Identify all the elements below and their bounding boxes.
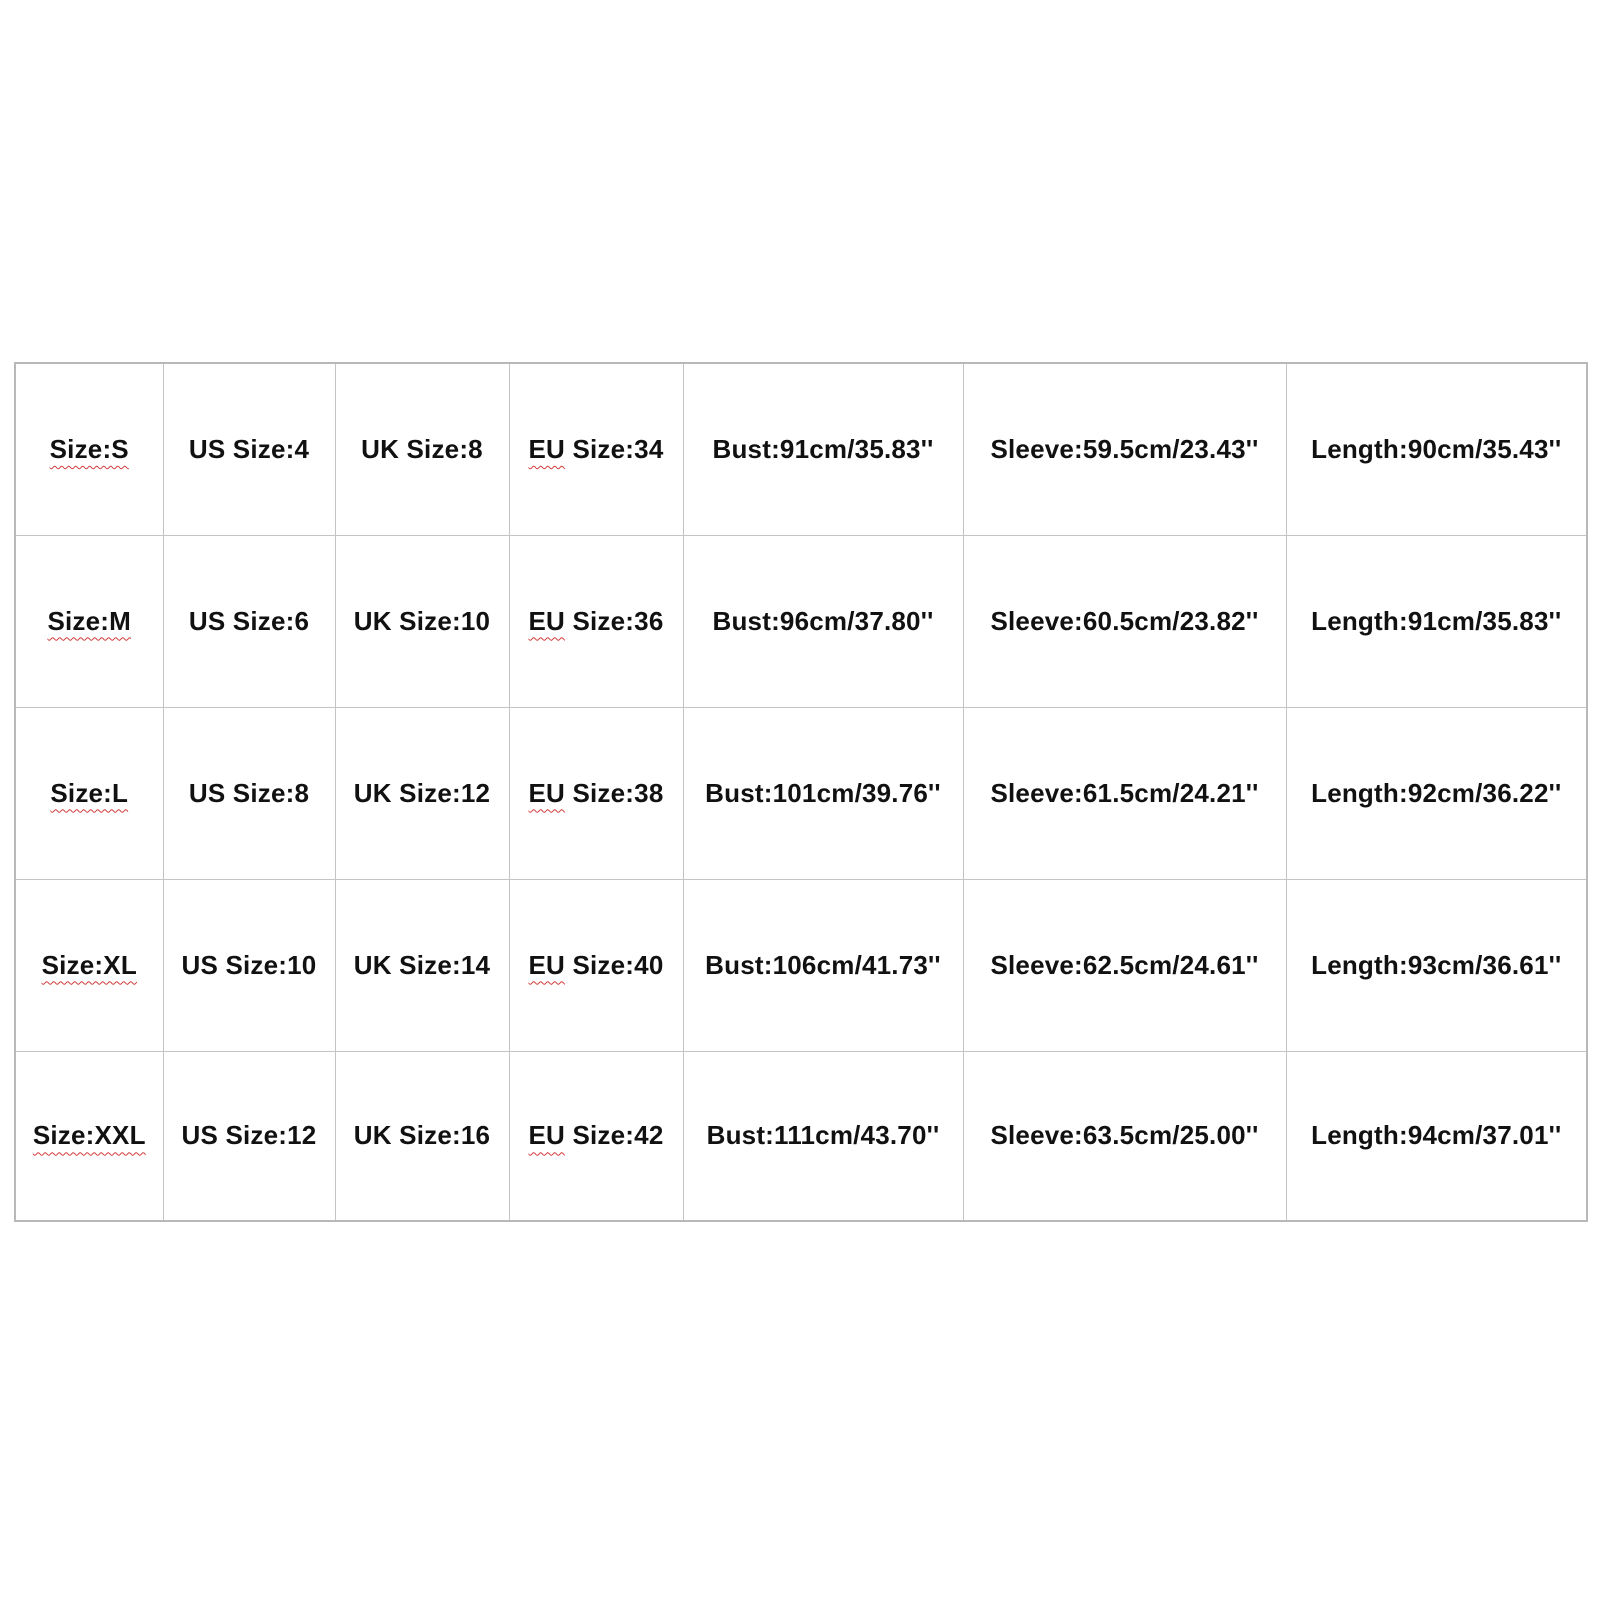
length-cell: [1286, 535, 1587, 707]
bust-cell: [683, 535, 963, 707]
bust-cell: [683, 1051, 963, 1221]
sleeve-text: Sleeve:63.5cm/25.00'': [990, 1120, 1259, 1151]
eu-size-text: EU Size:34: [528, 433, 664, 464]
sleeve-text: Sleeve:62.5cm/24.61'': [990, 949, 1259, 980]
bust-cell: [683, 707, 963, 879]
size-label-cell: [15, 707, 163, 879]
bust-text: Bust:106cm/41.73'': [705, 949, 941, 980]
us-size-text: US Size:6: [188, 605, 310, 636]
uk-size-cell: [335, 363, 509, 535]
us-size-cell: [163, 535, 335, 707]
uk-size-cell: [335, 535, 509, 707]
size-row: [15, 707, 1587, 879]
eu-prefix-text: EU: [528, 605, 566, 636]
uk-size-cell: [335, 1051, 509, 1221]
bust-text: Bust:101cm/39.76'': [705, 777, 941, 808]
sleeve-text: Sleeve:61.5cm/24.21'': [990, 777, 1259, 808]
bust-text: Bust:111cm/43.70'': [706, 1120, 940, 1151]
sleeve-cell: [963, 363, 1286, 535]
size-label-text: Size:L: [50, 777, 129, 808]
size-chart-table: [14, 362, 1588, 1222]
us-size-cell: [163, 363, 335, 535]
bust-text: Bust:96cm/37.80'': [712, 605, 934, 636]
sleeve-text: Sleeve:60.5cm/23.82'': [990, 605, 1259, 636]
length-text: Length:94cm/37.01'': [1311, 1120, 1562, 1151]
uk-size-text: UK Size:12: [353, 777, 491, 808]
length-cell: [1286, 363, 1587, 535]
uk-size-cell: [335, 707, 509, 879]
size-label-text: Size:XXL: [32, 1120, 146, 1151]
size-row: [15, 879, 1587, 1051]
us-size-text: US Size:8: [188, 777, 310, 808]
size-label-cell: [15, 879, 163, 1051]
uk-size-text: UK Size:16: [353, 1120, 491, 1151]
uk-size-text: UK Size:8: [361, 433, 483, 464]
eu-size-cell: [509, 363, 683, 535]
us-size-cell: [163, 879, 335, 1051]
eu-size-text: EU Size:36: [528, 605, 664, 636]
sleeve-cell: [963, 535, 1286, 707]
us-size-text: US Size:4: [188, 433, 310, 464]
sleeve-cell: [963, 879, 1286, 1051]
uk-size-text: UK Size:10: [353, 605, 491, 636]
length-cell: [1286, 1051, 1587, 1221]
size-row: [15, 363, 1587, 535]
bust-text: Bust:91cm/35.83'': [712, 433, 934, 464]
size-label-cell: [15, 363, 163, 535]
eu-size-text: EU Size:38: [528, 777, 664, 808]
eu-size-cell: [509, 1051, 683, 1221]
eu-size-text: EU Size:40: [528, 949, 664, 980]
eu-size-cell: [509, 707, 683, 879]
eu-size-cell: [509, 535, 683, 707]
eu-prefix-text: EU: [528, 433, 566, 464]
uk-size-cell: [335, 879, 509, 1051]
length-text: Length:90cm/35.43'': [1311, 433, 1562, 464]
size-label-cell: [15, 1051, 163, 1221]
length-text: Length:92cm/36.22'': [1311, 777, 1562, 808]
size-row: [15, 1051, 1587, 1221]
uk-size-text: UK Size:14: [353, 949, 491, 980]
us-size-text: US Size:12: [181, 1120, 317, 1151]
sleeve-cell: [963, 1051, 1286, 1221]
us-size-cell: [163, 1051, 335, 1221]
size-label-text: Size:XL: [41, 949, 137, 980]
us-size-text: US Size:10: [181, 949, 317, 980]
size-chart-body: [15, 363, 1587, 1221]
eu-prefix-text: EU: [528, 949, 566, 980]
bust-cell: [683, 879, 963, 1051]
sleeve-text: Sleeve:59.5cm/23.43'': [990, 433, 1259, 464]
eu-prefix-text: EU: [528, 777, 566, 808]
eu-size-text: EU Size:42: [528, 1120, 664, 1151]
size-row: [15, 535, 1587, 707]
us-size-cell: [163, 707, 335, 879]
eu-prefix-text: EU: [528, 1120, 566, 1151]
length-text: Length:93cm/36.61'': [1311, 949, 1562, 980]
bust-cell: [683, 363, 963, 535]
size-label-cell: [15, 535, 163, 707]
size-label-text: Size:S: [49, 433, 129, 464]
length-cell: [1286, 879, 1587, 1051]
sleeve-cell: [963, 707, 1286, 879]
size-label-text: Size:M: [47, 605, 132, 636]
length-cell: [1286, 707, 1587, 879]
length-text: Length:91cm/35.83'': [1311, 605, 1562, 636]
eu-size-cell: [509, 879, 683, 1051]
